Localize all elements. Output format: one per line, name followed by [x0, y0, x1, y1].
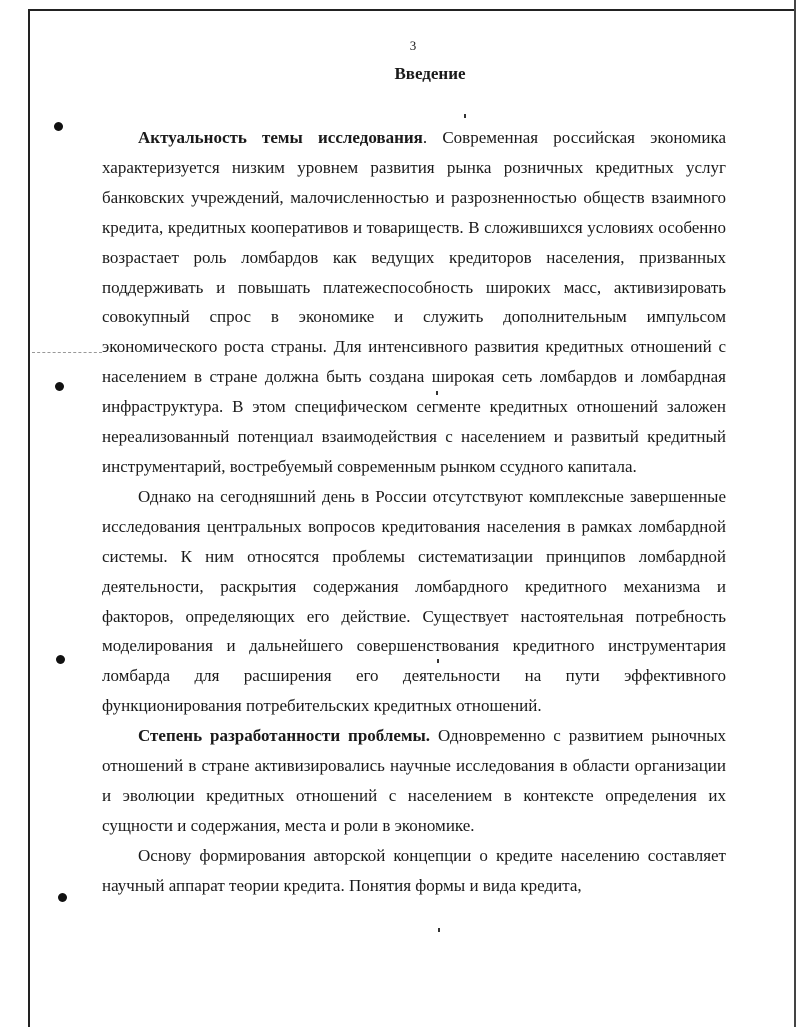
paragraph-gap — [102, 482, 726, 721]
paragraph-text: Одновременно с развитием рыночных отношений в стране активизировались научные исследования в области организации и эволюции кредитных отношений с населением в контексте определения их сущности и содержания, места и роли в экономике. — [102, 726, 727, 835]
body-text — [102, 123, 726, 901]
scan-border-left — [28, 9, 30, 1027]
paragraph-basis — [102, 841, 726, 901]
paragraph-text: Однако на сегодняшний день в России отсутствуют комплексные завершенные исследования центральных вопросов кредитования населения в рамках ломбардной системы. К ним относятся проблемы систематизации принципов ломбардной деятельности, раскрытия содержания ломбардного кредитного механизма и факторов, определяющих его действие. Существует настоятельная потребность моделирования и дальнейшего совершенствования кредитного инструментария ломбарда для расширения его деятельности на пути эффективного функционирования потребительских кредитных отношений. — [102, 486, 726, 716]
paragraph-lead: Актуальность темы исследования — [138, 128, 423, 147]
scan-border-top — [28, 9, 794, 11]
scan-speck — [464, 114, 466, 118]
paragraph-degree — [102, 721, 726, 841]
binder-hole-3 — [56, 655, 65, 664]
page-number: 3 — [409, 38, 417, 53]
paragraph-lead: Степень разработанности проблемы. — [138, 726, 431, 746]
binder-hole-4 — [58, 893, 67, 902]
paragraph-relevance — [102, 123, 726, 482]
paragraph-text: . Современная российская экономика характеризуется низким уровнем развития рынка розничных кредитных услуг банковских учреждений, малочисленностью и разрозненностью обществ взаимного кредита, кредитных кооперативов и товариществ. В сложившихся условиях особенно возрастает роль ломбардов как ведущих кредиторов населения, призванных поддерживать и повышать платежеспособность широких масс, активизировать совокупный спрос в экономике и служить дополнительным импульсом экономического роста страны. Для интенсивного развития кредитных отношений с населением в стране должна быть создана широкая сеть ломбардов и ломбардная инфраструктура. В этом специфическом сегменте кредитных отношений заложен нереализованный потенциал взаимодействия с населением и развитый кредитный инструментарий, востребуемый современным рынком ссудного капитала. — [102, 128, 726, 476]
binder-hole-1 — [54, 122, 63, 131]
scan-speck — [438, 928, 440, 932]
paragraph-text: Основу формирования авторской концепции о кредите населению составляет научный аппарат теории кредита. Понятия формы и вида кредита, — [102, 845, 726, 895]
binder-hole-2 — [55, 382, 64, 391]
page-title: Введение — [394, 64, 466, 83]
scan-artifact-dash — [32, 352, 102, 353]
